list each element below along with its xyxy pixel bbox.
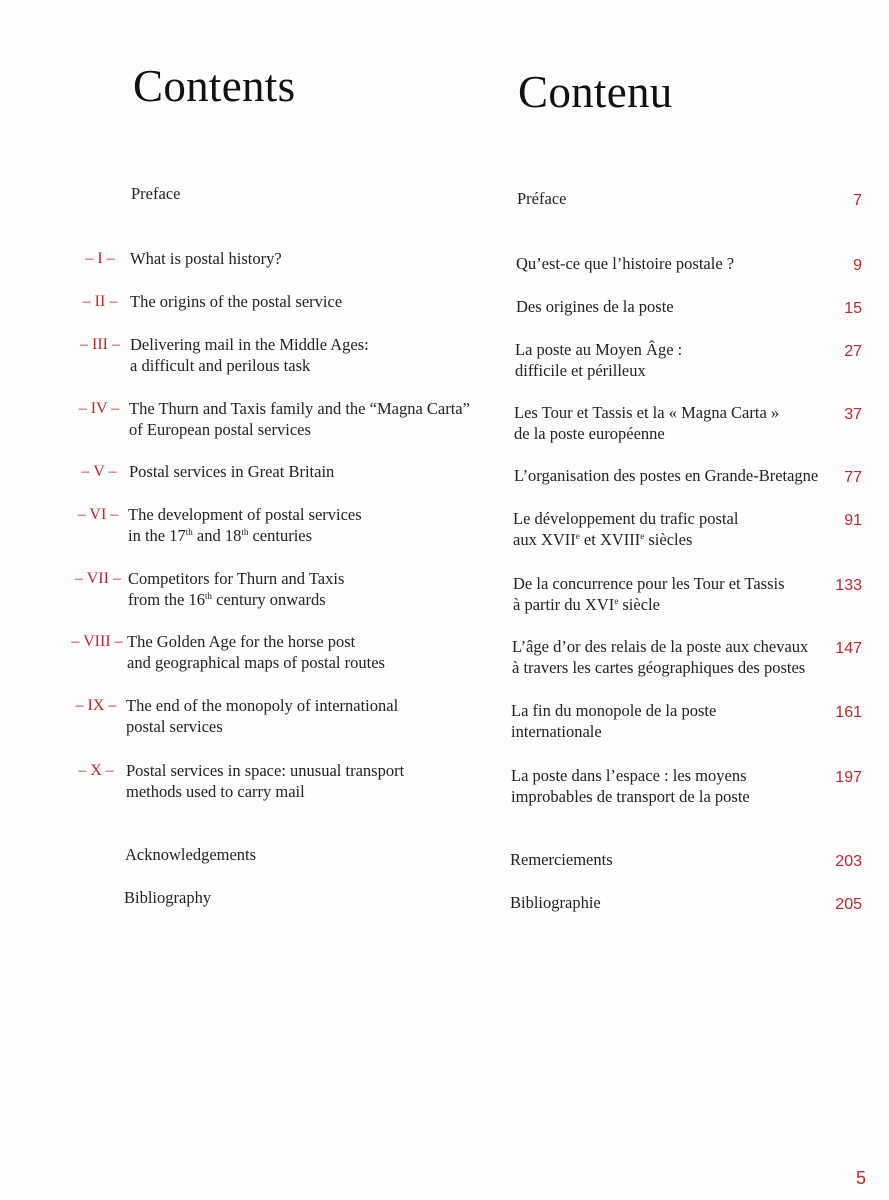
text-line bbox=[126, 695, 398, 716]
toc-entry-english[interactable] bbox=[127, 631, 385, 673]
text-line bbox=[130, 291, 342, 312]
text-segment: Postal services in Great Britain bbox=[129, 462, 335, 481]
text-line bbox=[124, 887, 211, 908]
text-segment: of European postal services bbox=[129, 420, 311, 439]
text-line bbox=[128, 525, 362, 546]
toc-entry-french[interactable] bbox=[514, 465, 818, 486]
text-line bbox=[512, 657, 808, 678]
toc-entry-french[interactable] bbox=[510, 849, 613, 870]
text-line bbox=[515, 360, 682, 381]
toc-entry-english[interactable] bbox=[128, 568, 344, 610]
toc-page-number[interactable]: 91 bbox=[844, 512, 862, 529]
text-line bbox=[129, 398, 470, 419]
text-line bbox=[514, 423, 779, 444]
toc-entry-french[interactable] bbox=[511, 765, 750, 807]
ordinal-superscript: th bbox=[185, 527, 193, 537]
text-line bbox=[130, 248, 282, 269]
text-segment: Postal services in space: unusual transport bbox=[126, 761, 405, 780]
toc-entry-english[interactable] bbox=[130, 248, 282, 269]
text-line bbox=[517, 188, 566, 209]
text-segment: L’âge d’or des relais de la poste aux chevaux bbox=[512, 637, 809, 656]
text-line bbox=[128, 504, 362, 525]
text-segment: Delivering mail in the Middle Ages: bbox=[130, 335, 369, 354]
text-line bbox=[129, 461, 334, 482]
toc-entry-french[interactable] bbox=[513, 573, 785, 615]
chapter-numeral: – II – bbox=[82, 293, 118, 310]
text-segment: et XVIII bbox=[579, 530, 641, 549]
text-segment: La poste au Moyen Âge : bbox=[515, 340, 683, 359]
chapter-numeral: – VIII – bbox=[71, 633, 123, 650]
chapter-numeral: – VII – bbox=[75, 570, 121, 587]
text-segment: Bibliography bbox=[124, 888, 212, 907]
toc-page-number[interactable]: 37 bbox=[844, 406, 862, 423]
toc-entry-english[interactable] bbox=[130, 334, 369, 376]
text-segment: The end of the monopoly of international bbox=[126, 696, 399, 715]
text-segment: de la poste européenne bbox=[514, 424, 665, 443]
text-segment: Le développement du trafic postal bbox=[513, 509, 739, 528]
text-line bbox=[510, 892, 601, 913]
toc-entry-french[interactable] bbox=[517, 188, 566, 209]
text-line bbox=[130, 334, 369, 355]
toc-entry-french[interactable] bbox=[515, 339, 682, 381]
ordinal-superscript: e bbox=[575, 531, 580, 541]
text-line bbox=[512, 636, 808, 657]
text-segment: Bibliographie bbox=[510, 893, 601, 912]
toc-entry-french[interactable] bbox=[511, 700, 716, 742]
text-line bbox=[126, 760, 404, 781]
text-segment: The Golden Age for the horse post bbox=[127, 632, 356, 651]
toc-entry-french[interactable] bbox=[516, 296, 674, 317]
toc-entry-french[interactable] bbox=[516, 253, 734, 274]
text-line bbox=[130, 355, 369, 376]
toc-page-number[interactable]: 147 bbox=[835, 640, 862, 657]
text-segment: siècles bbox=[644, 530, 693, 549]
toc-entry-french[interactable] bbox=[512, 636, 808, 678]
text-segment: Preface bbox=[131, 184, 181, 203]
text-segment: à travers les cartes géographiques des postes bbox=[512, 658, 806, 677]
text-segment: methods used to carry mail bbox=[126, 782, 305, 801]
toc-entry-french[interactable] bbox=[510, 892, 601, 913]
text-segment: centuries bbox=[248, 526, 313, 545]
text-segment: La fin du monopole de la poste bbox=[511, 701, 717, 720]
text-segment: What is postal history? bbox=[130, 249, 282, 268]
toc-entry-english[interactable] bbox=[128, 504, 362, 546]
text-line bbox=[516, 296, 674, 317]
toc-entry-english[interactable] bbox=[126, 760, 404, 802]
text-segment: Acknowledgements bbox=[125, 845, 257, 864]
text-line bbox=[513, 594, 785, 615]
text-segment: L’organisation des postes en Grande-Bretagne bbox=[514, 466, 819, 485]
text-segment: in the 17 bbox=[128, 526, 186, 545]
text-segment: The origins of the postal service bbox=[130, 292, 343, 311]
toc-entry-english[interactable] bbox=[129, 461, 334, 482]
text-line bbox=[511, 700, 716, 721]
chapter-numeral: – I – bbox=[85, 250, 115, 267]
text-line bbox=[511, 765, 750, 786]
text-line bbox=[129, 419, 470, 440]
text-line bbox=[126, 781, 404, 802]
text-line bbox=[513, 508, 738, 529]
toc-entry-english[interactable] bbox=[126, 695, 398, 737]
text-segment: and 18 bbox=[192, 526, 242, 545]
text-segment: from the 16 bbox=[128, 590, 205, 609]
text-segment: The development of postal services bbox=[128, 505, 362, 524]
toc-page-number[interactable]: 203 bbox=[835, 853, 862, 870]
chapter-numeral: – IX – bbox=[75, 697, 117, 714]
text-segment: Remerciements bbox=[510, 850, 613, 869]
toc-entry-english[interactable] bbox=[131, 183, 180, 204]
text-line bbox=[515, 339, 682, 360]
toc-entry-english[interactable] bbox=[130, 291, 342, 312]
toc-page-number[interactable]: 7 bbox=[853, 192, 862, 209]
text-line bbox=[127, 652, 385, 673]
ordinal-superscript: th bbox=[241, 527, 249, 537]
text-segment: Competitors for Thurn and Taxis bbox=[128, 569, 345, 588]
text-segment: The Thurn and Taxis family and the “Magna Carta” bbox=[129, 399, 470, 418]
toc-page-number[interactable]: 27 bbox=[844, 343, 862, 360]
toc-entry-english[interactable] bbox=[124, 887, 211, 908]
chapter-numeral: – VI – bbox=[77, 506, 119, 523]
toc-page-number[interactable]: 133 bbox=[835, 577, 862, 594]
page-number: 5 bbox=[856, 1168, 867, 1188]
text-segment: Qu’est-ce que l’histoire postale ? bbox=[516, 254, 735, 273]
text-segment: improbables de transport de la poste bbox=[511, 787, 750, 806]
chapter-numeral: – V – bbox=[81, 463, 117, 480]
text-line bbox=[514, 465, 818, 486]
text-segment: difficile et périlleux bbox=[515, 361, 646, 380]
text-segment: century onwards bbox=[212, 590, 326, 609]
text-line bbox=[128, 568, 344, 589]
contents-title-french: Contenu bbox=[518, 67, 673, 117]
chapter-numeral: – III – bbox=[80, 336, 120, 353]
toc-page-number[interactable]: 205 bbox=[835, 896, 862, 913]
text-line bbox=[127, 631, 385, 652]
toc-entry-french[interactable] bbox=[514, 402, 779, 444]
text-line bbox=[128, 589, 344, 610]
text-line bbox=[514, 402, 779, 423]
text-segment: Des origines de la poste bbox=[516, 297, 674, 316]
ordinal-superscript: th bbox=[204, 591, 212, 601]
toc-page-number[interactable]: 15 bbox=[844, 300, 862, 317]
text-line bbox=[513, 529, 738, 550]
chapter-numeral: – IV – bbox=[78, 400, 120, 417]
text-line bbox=[513, 573, 785, 594]
text-segment: and geographical maps of postal routes bbox=[127, 653, 385, 672]
text-segment: internationale bbox=[511, 722, 602, 741]
text-line bbox=[125, 844, 256, 865]
text-segment: postal services bbox=[126, 717, 223, 736]
contents-title-english: Contents bbox=[133, 61, 296, 111]
text-segment: Les Tour et Tassis et la « Magna Carta » bbox=[514, 403, 780, 422]
chapter-numeral: – X – bbox=[78, 762, 114, 779]
text-segment: La poste dans l’espace : les moyens bbox=[511, 766, 747, 785]
text-line bbox=[511, 786, 750, 807]
toc-entry-english[interactable] bbox=[125, 844, 256, 865]
text-line bbox=[516, 253, 734, 274]
text-line bbox=[510, 849, 613, 870]
toc-entry-french[interactable] bbox=[513, 508, 738, 550]
ordinal-superscript: e bbox=[640, 531, 645, 541]
toc-page-number[interactable]: 161 bbox=[835, 704, 862, 721]
ordinal-superscript: e bbox=[614, 596, 619, 606]
toc-page-number[interactable]: 77 bbox=[844, 469, 862, 486]
text-line bbox=[131, 183, 180, 204]
toc-page-number[interactable]: 9 bbox=[853, 257, 862, 274]
text-line bbox=[511, 721, 716, 742]
toc-entry-english[interactable] bbox=[129, 398, 470, 440]
text-segment: siècle bbox=[618, 595, 660, 614]
toc-page-number[interactable]: 197 bbox=[835, 769, 862, 786]
text-segment: aux XVII bbox=[513, 530, 576, 549]
text-segment: a difficult and perilous task bbox=[130, 356, 311, 375]
text-segment: à partir du XVI bbox=[513, 595, 615, 614]
text-segment: De la concurrence pour les Tour et Tassis bbox=[513, 574, 785, 593]
text-line bbox=[126, 716, 398, 737]
text-segment: Préface bbox=[517, 189, 567, 208]
